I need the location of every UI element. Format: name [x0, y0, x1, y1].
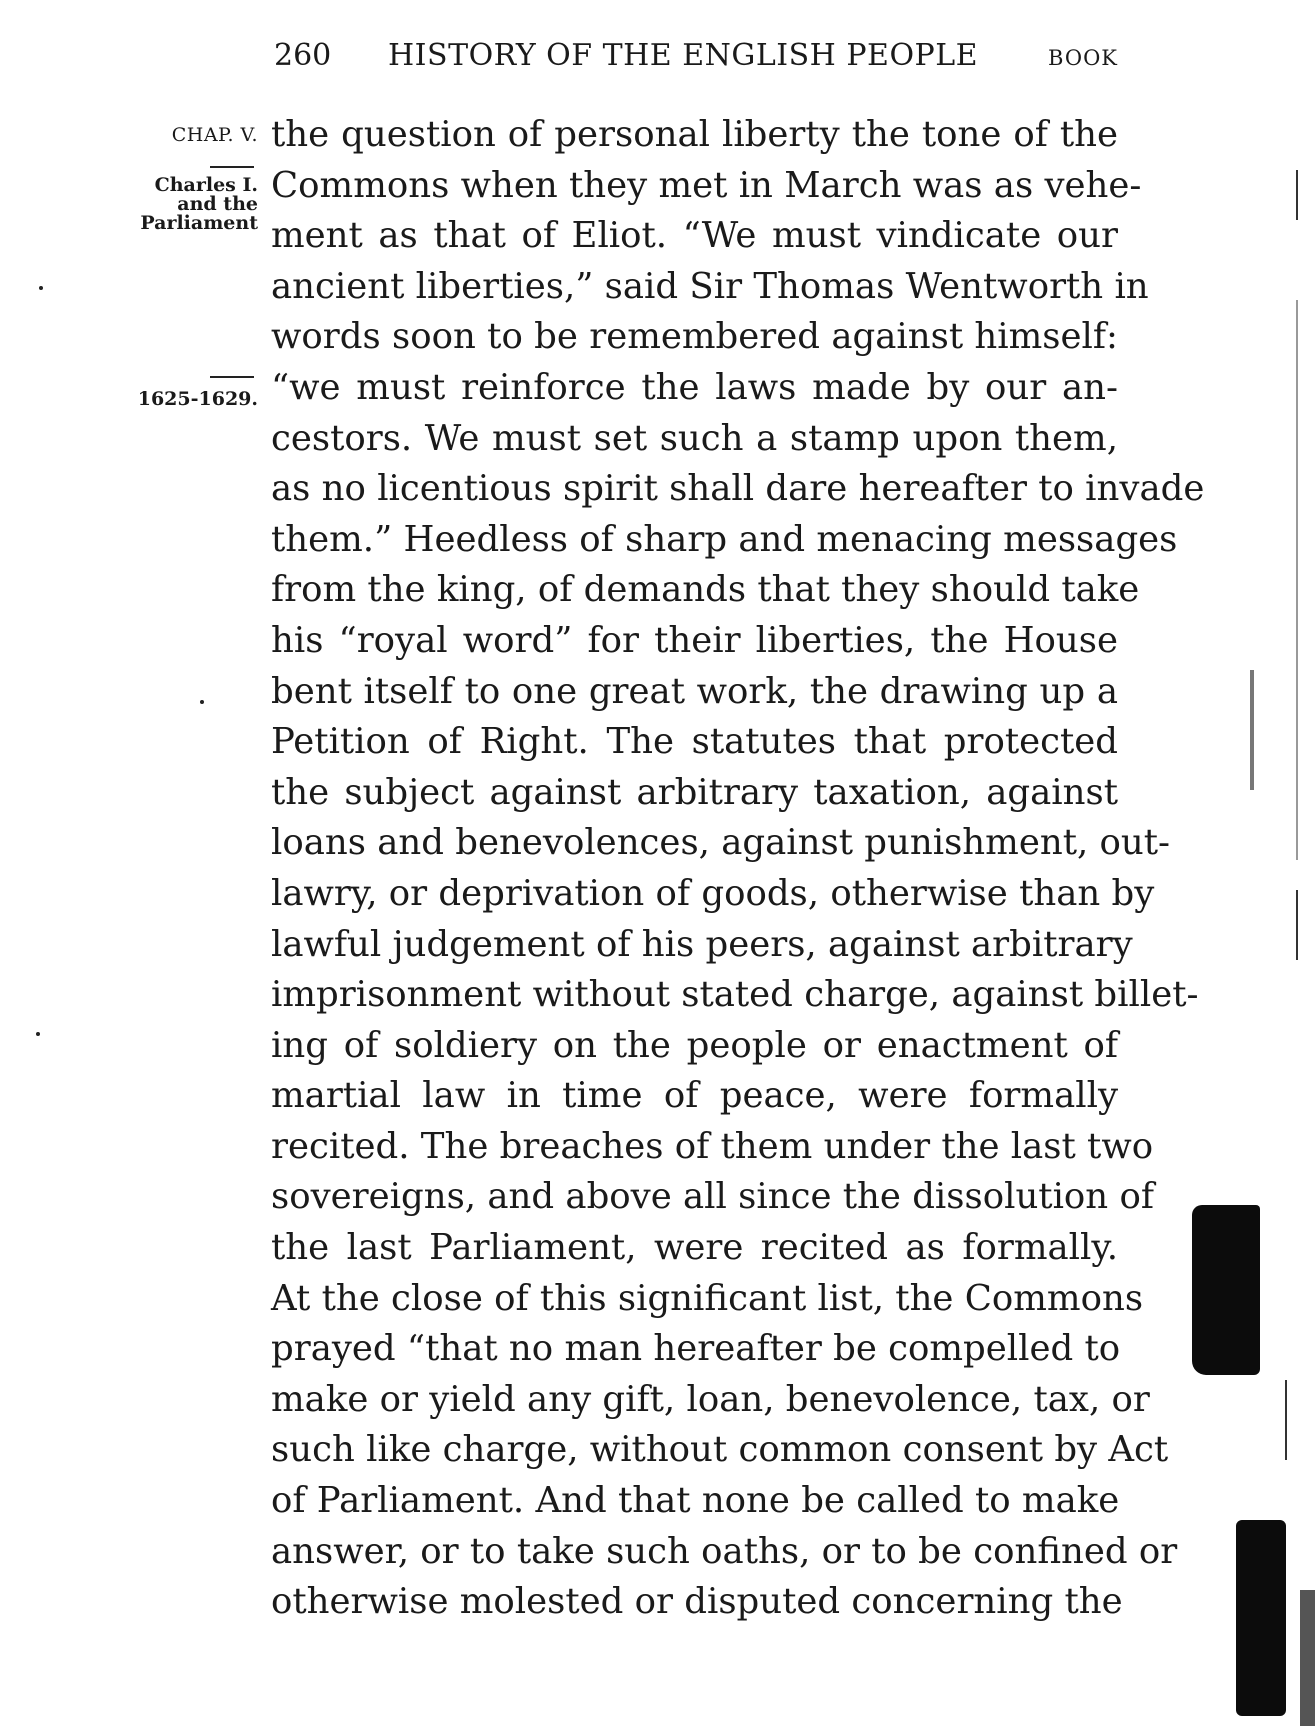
text-line: otherwise molested or disputed concerning the	[271, 1581, 1123, 1623]
text-line: the subject against arbitrary taxation, against	[271, 771, 1118, 813]
text-line: the last Parliament, were recited as formally.	[271, 1227, 1118, 1269]
text-line: lawful judgement of his peers, against arbitrary	[271, 923, 1133, 965]
body-text	[271, 110, 1205, 1628]
text-line: such like charge, without common consent by Act	[271, 1429, 1169, 1471]
running-title: HISTORY OF THE ENGLISH PEOPLE	[388, 38, 979, 73]
running-header	[270, 30, 1118, 80]
book-label: BOOK	[1048, 46, 1118, 70]
text-line: sovereigns, and above all since the dissolution of	[271, 1176, 1154, 1218]
scan-speck	[39, 286, 43, 290]
text-line: bent itself to one great work, the drawing up a	[271, 670, 1118, 712]
date-range: 1625-1629.	[137, 388, 258, 410]
text-line: from the king, of demands that they should take	[271, 569, 1140, 611]
text-line: imprisonment without stated charge, against billet-	[271, 974, 1199, 1016]
text-line: them.” Heedless of sharp and menacing messages	[271, 518, 1178, 560]
scan-speck	[36, 1032, 40, 1036]
scan-edge-line	[1250, 670, 1254, 790]
scan-speck	[200, 700, 204, 704]
text-line: Commons when they met in March was as vehe-	[271, 164, 1142, 206]
scan-blot	[1192, 1205, 1260, 1375]
margin-rule	[210, 376, 254, 378]
text-line: “we must reinforce the laws made by our an-	[271, 366, 1118, 408]
text-line: answer, or to take such oaths, or to be confined or	[271, 1530, 1178, 1572]
text-line: loans and benevolences, against punishment, out-	[271, 822, 1171, 864]
text-line: the question of personal liberty the tone of the	[271, 114, 1118, 155]
text-line: ment as that of Eliot. “We must vindicate our	[271, 215, 1118, 257]
text-line: words soon to be remembered against himself:	[271, 316, 1118, 358]
text-line: ancient liberties,” said Sir Thomas Wentworth in	[271, 265, 1149, 307]
topic-line: Charles I.	[154, 174, 258, 196]
text-line: recited. The breaches of them under the last two	[271, 1125, 1154, 1167]
text-line: cestors. We must set such a stamp upon them,	[271, 417, 1118, 459]
scan-edge-line	[1296, 890, 1298, 960]
text-line: martial law in time of peace, were formally	[271, 1075, 1118, 1117]
text-line: ing of soldiery on the people or enactment of	[271, 1024, 1118, 1066]
topic-note	[140, 174, 258, 234]
scan-edge-line	[1285, 1380, 1287, 1460]
topic-line: and the	[177, 193, 258, 215]
text-line: lawry, or deprivation of goods, otherwise than by	[271, 872, 1155, 914]
scan-edge-line	[1296, 170, 1298, 220]
text-line: of Parliament. And that none be called to make	[271, 1480, 1120, 1522]
topic-line: Parliament	[140, 212, 258, 234]
text-line: Petition of Right. The statutes that protected	[271, 721, 1118, 763]
margin-rule	[210, 166, 254, 168]
text-line: his “royal word” for their liberties, the House	[271, 619, 1118, 661]
text-line: make or yield any gift, loan, benevolence, tax, or	[271, 1378, 1150, 1420]
text-line: as no licentious spirit shall dare hereafter to invade	[271, 468, 1205, 510]
page-number: 260	[274, 38, 332, 73]
text-line: At the close of this significant list, the Commons	[271, 1277, 1144, 1319]
text-line: prayed “that no man hereafter be compelled to	[271, 1328, 1121, 1370]
scan-edge-line	[1296, 300, 1298, 860]
scan-blot	[1236, 1520, 1286, 1716]
chapter-label: CHAP. V.	[171, 124, 258, 146]
scan-edge	[1300, 1590, 1315, 1726]
